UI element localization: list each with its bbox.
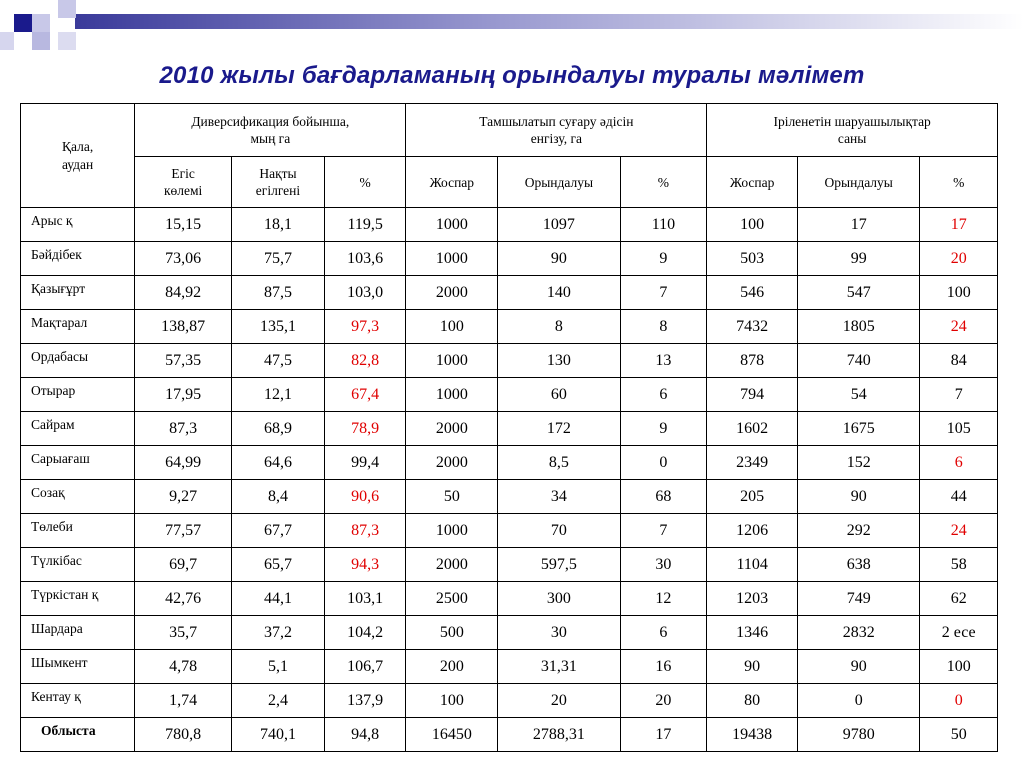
- table-cell: 34: [498, 480, 620, 514]
- district-name: Арыс қ: [21, 208, 135, 242]
- table-cell: 0: [920, 684, 998, 718]
- table-cell: 2788,31: [498, 718, 620, 752]
- table-cell: 7: [620, 514, 707, 548]
- table-cell: 1346: [707, 616, 798, 650]
- table-cell: 100: [406, 310, 498, 344]
- subheader-label: Жоспар: [429, 174, 475, 190]
- table-cell: 68: [620, 480, 707, 514]
- table-cell: 17,95: [135, 378, 232, 412]
- table-cell: 110: [620, 208, 707, 242]
- table-cell: 0: [798, 684, 920, 718]
- subheader-label: Нақты егілгені: [255, 166, 301, 198]
- table-cell: 2 есе: [920, 616, 998, 650]
- subheader-label: %: [657, 174, 670, 190]
- table-cell: 80: [707, 684, 798, 718]
- page-title: 2010 жылы бағдарламаның орындалуы туралы мәлімет: [159, 62, 865, 89]
- subheader-cell: [232, 157, 325, 208]
- table-cell: 97,3: [324, 310, 406, 344]
- table-cell: 18,1: [232, 208, 325, 242]
- table-cell: 50: [920, 718, 998, 752]
- table-cell: 90: [798, 480, 920, 514]
- district-name: Мақтарал: [21, 310, 135, 344]
- table-cell: 35,7: [135, 616, 232, 650]
- table-cell: 19438: [707, 718, 798, 752]
- table-cell: 4,78: [135, 650, 232, 684]
- table-cell: 24: [920, 310, 998, 344]
- subheader-label: %: [953, 174, 965, 190]
- table-cell: 77,57: [135, 514, 232, 548]
- district-name: Шымкент: [21, 650, 135, 684]
- table-cell: 9: [620, 412, 707, 446]
- table-cell: 8,4: [232, 480, 325, 514]
- table-row: [21, 548, 998, 582]
- table-cell: 8,5: [498, 446, 620, 480]
- table-cell: 8: [498, 310, 620, 344]
- table-cell: 13: [620, 344, 707, 378]
- subheader-cell: [498, 157, 620, 208]
- table-cell: 37,2: [232, 616, 325, 650]
- district-name: Ордабасы: [21, 344, 135, 378]
- table-cell: 9: [620, 242, 707, 276]
- table-row: [21, 446, 998, 480]
- table-cell: 103,1: [324, 582, 406, 616]
- table-cell: 172: [498, 412, 620, 446]
- table-cell: 2000: [406, 412, 498, 446]
- table-cell: 90: [798, 650, 920, 684]
- table-cell: 1000: [406, 208, 498, 242]
- district-name: Түлкібас: [21, 548, 135, 582]
- table-cell: 2000: [406, 446, 498, 480]
- table-cell: 94,8: [324, 718, 406, 752]
- table-cell: 878: [707, 344, 798, 378]
- table-cell: 87,3: [324, 514, 406, 548]
- table-cell: 547: [798, 276, 920, 310]
- subheader-label: %: [359, 174, 371, 190]
- table-cell: 50: [406, 480, 498, 514]
- table-cell: 100: [707, 208, 798, 242]
- table-cell: 6: [920, 446, 998, 480]
- subheader-cell: [406, 157, 498, 208]
- decorative-header-squares: [0, 0, 1024, 60]
- table-cell: 12,1: [232, 378, 325, 412]
- table-cell: 9780: [798, 718, 920, 752]
- table-cell: 5,1: [232, 650, 325, 684]
- table-row: [21, 616, 998, 650]
- table-cell: 54: [798, 378, 920, 412]
- table-cell: 7: [920, 378, 998, 412]
- table-cell: 7: [620, 276, 707, 310]
- subheader-cell: [620, 157, 707, 208]
- district-name: Сайрам: [21, 412, 135, 446]
- table-cell: 30: [620, 548, 707, 582]
- table-cell: 130: [498, 344, 620, 378]
- deco-square: [58, 32, 76, 50]
- table-cell: 64,6: [232, 446, 325, 480]
- table-row: [21, 684, 998, 718]
- table-cell: 1000: [406, 242, 498, 276]
- header-gradient-bar: [75, 14, 1024, 29]
- table-cell: 1097: [498, 208, 620, 242]
- table-row: [21, 650, 998, 684]
- subheader-cell: [920, 157, 998, 208]
- district-name: Сарыағаш: [21, 446, 135, 480]
- district-name: Бәйдібек: [21, 242, 135, 276]
- table-cell: 7432: [707, 310, 798, 344]
- table-cell: 87,5: [232, 276, 325, 310]
- table-cell: 99,4: [324, 446, 406, 480]
- table-cell: 47,5: [232, 344, 325, 378]
- table-cell: 15,15: [135, 208, 232, 242]
- table-cell: 638: [798, 548, 920, 582]
- table-cell: 16450: [406, 718, 498, 752]
- table-cell: 103,0: [324, 276, 406, 310]
- header-drip-irrigation: [406, 104, 707, 157]
- table-cell: 20: [498, 684, 620, 718]
- table-cell: 67,7: [232, 514, 325, 548]
- table-cell: 292: [798, 514, 920, 548]
- deco-square: [58, 0, 76, 18]
- district-name: Кентау қ: [21, 684, 135, 718]
- header-farm-consolidation-label: Іріленетін шаруашылықтар саны: [773, 114, 931, 146]
- deco-square: [0, 32, 14, 50]
- district-name: Түркістан қ: [21, 582, 135, 616]
- table-cell: 6: [620, 616, 707, 650]
- table-cell: 0: [620, 446, 707, 480]
- table-cell: 2832: [798, 616, 920, 650]
- table-cell: 6: [620, 378, 707, 412]
- table-cell: 300: [498, 582, 620, 616]
- table-row: [21, 310, 998, 344]
- header-city-district: [21, 104, 135, 208]
- table-cell: 105: [920, 412, 998, 446]
- table-cell: 20: [620, 684, 707, 718]
- table-cell: 64,99: [135, 446, 232, 480]
- district-name: Шардара: [21, 616, 135, 650]
- table-cell: 75,7: [232, 242, 325, 276]
- table-cell: 44: [920, 480, 998, 514]
- table-cell: 73,06: [135, 242, 232, 276]
- table-cell: 67,4: [324, 378, 406, 412]
- subheader-cell: [135, 157, 232, 208]
- table-cell: 137,9: [324, 684, 406, 718]
- table-row: [21, 582, 998, 616]
- deco-square: [32, 14, 50, 32]
- table-cell: 17: [920, 208, 998, 242]
- table-cell: 1000: [406, 514, 498, 548]
- table-cell: 1206: [707, 514, 798, 548]
- table-cell: 57,35: [135, 344, 232, 378]
- table-row: [21, 242, 998, 276]
- table-cell: 90: [498, 242, 620, 276]
- table-cell: 2000: [406, 548, 498, 582]
- table-cell: 90: [707, 650, 798, 684]
- subheader-cell: [324, 157, 406, 208]
- table-cell: 503: [707, 242, 798, 276]
- table-cell: 94,3: [324, 548, 406, 582]
- table-cell: 62: [920, 582, 998, 616]
- header-diversification-label: Диверсификация бойынша, мың га: [191, 114, 350, 146]
- table-cell: 100: [920, 650, 998, 684]
- table-cell: 1805: [798, 310, 920, 344]
- program-results-table: [20, 103, 998, 752]
- table-cell: 597,5: [498, 548, 620, 582]
- table-cell: 1203: [707, 582, 798, 616]
- district-name: Облыста: [21, 718, 135, 752]
- table-cell: 205: [707, 480, 798, 514]
- district-name: Төлеби: [21, 514, 135, 548]
- table-cell: 8: [620, 310, 707, 344]
- table-row: [21, 480, 998, 514]
- table-row-total: [21, 718, 998, 752]
- table-cell: 17: [798, 208, 920, 242]
- table-cell: 78,9: [324, 412, 406, 446]
- table-cell: 104,2: [324, 616, 406, 650]
- subheader-label: Орындалуы: [524, 174, 594, 190]
- table-cell: 69,7: [135, 548, 232, 582]
- table-row: [21, 208, 998, 242]
- table-row: [21, 344, 998, 378]
- table-cell: 119,5: [324, 208, 406, 242]
- table-cell: 9,27: [135, 480, 232, 514]
- table-cell: 31,31: [498, 650, 620, 684]
- district-name: Отырар: [21, 378, 135, 412]
- table-cell: 58: [920, 548, 998, 582]
- table-body: [21, 208, 998, 752]
- table-cell: 1000: [406, 344, 498, 378]
- table-cell: 794: [707, 378, 798, 412]
- table-cell: 1675: [798, 412, 920, 446]
- table-row: [21, 276, 998, 310]
- table-row: [21, 412, 998, 446]
- subheader-label: Орындалуы: [824, 174, 893, 190]
- table-cell: 90,6: [324, 480, 406, 514]
- table-cell: 500: [406, 616, 498, 650]
- header-drip-irrigation-label: Тамшылатып суғару әдісін енгізу, га: [479, 114, 634, 146]
- table-cell: 138,87: [135, 310, 232, 344]
- table-cell: 30: [498, 616, 620, 650]
- table-cell: 68,9: [232, 412, 325, 446]
- subheader-cell: [707, 157, 798, 208]
- subheader-label: Жоспар: [729, 174, 775, 190]
- table-cell: 103,6: [324, 242, 406, 276]
- table-cell: 2,4: [232, 684, 325, 718]
- table-cell: 17: [620, 718, 707, 752]
- header-city-label: Қала, аудан: [61, 138, 94, 172]
- table-cell: 2500: [406, 582, 498, 616]
- table-cell: 152: [798, 446, 920, 480]
- table-cell: 200: [406, 650, 498, 684]
- table-cell: 65,7: [232, 548, 325, 582]
- table-cell: 1104: [707, 548, 798, 582]
- table-cell: 140: [498, 276, 620, 310]
- table-cell: 100: [920, 276, 998, 310]
- table-row: [21, 514, 998, 548]
- district-name: Қазығұрт: [21, 276, 135, 310]
- table-cell: 100: [406, 684, 498, 718]
- table-cell: 20: [920, 242, 998, 276]
- table-row: [21, 378, 998, 412]
- district-name: Созақ: [21, 480, 135, 514]
- table-cell: 70: [498, 514, 620, 548]
- table-cell: 749: [798, 582, 920, 616]
- table-cell: 99: [798, 242, 920, 276]
- table-cell: 780,8: [135, 718, 232, 752]
- table-cell: 60: [498, 378, 620, 412]
- table-cell: 87,3: [135, 412, 232, 446]
- deco-square: [14, 14, 32, 32]
- table-cell: 1602: [707, 412, 798, 446]
- table-cell: 740,1: [232, 718, 325, 752]
- table-cell: 2349: [707, 446, 798, 480]
- table-cell: 12: [620, 582, 707, 616]
- table-cell: 42,76: [135, 582, 232, 616]
- table-cell: 24: [920, 514, 998, 548]
- header-diversification: [135, 104, 406, 157]
- table-cell: 84,92: [135, 276, 232, 310]
- subheader-label: Егіс көлемі: [163, 166, 203, 198]
- subheader-cell: [798, 157, 920, 208]
- table-cell: 106,7: [324, 650, 406, 684]
- table-cell: 546: [707, 276, 798, 310]
- table-cell: 740: [798, 344, 920, 378]
- header-farm-consolidation: [707, 104, 998, 157]
- table-cell: 1000: [406, 378, 498, 412]
- table-cell: 2000: [406, 276, 498, 310]
- table-cell: 16: [620, 650, 707, 684]
- table-cell: 44,1: [232, 582, 325, 616]
- table-cell: 1,74: [135, 684, 232, 718]
- table-cell: 82,8: [324, 344, 406, 378]
- table-cell: 135,1: [232, 310, 325, 344]
- deco-square: [32, 32, 50, 50]
- table-cell: 84: [920, 344, 998, 378]
